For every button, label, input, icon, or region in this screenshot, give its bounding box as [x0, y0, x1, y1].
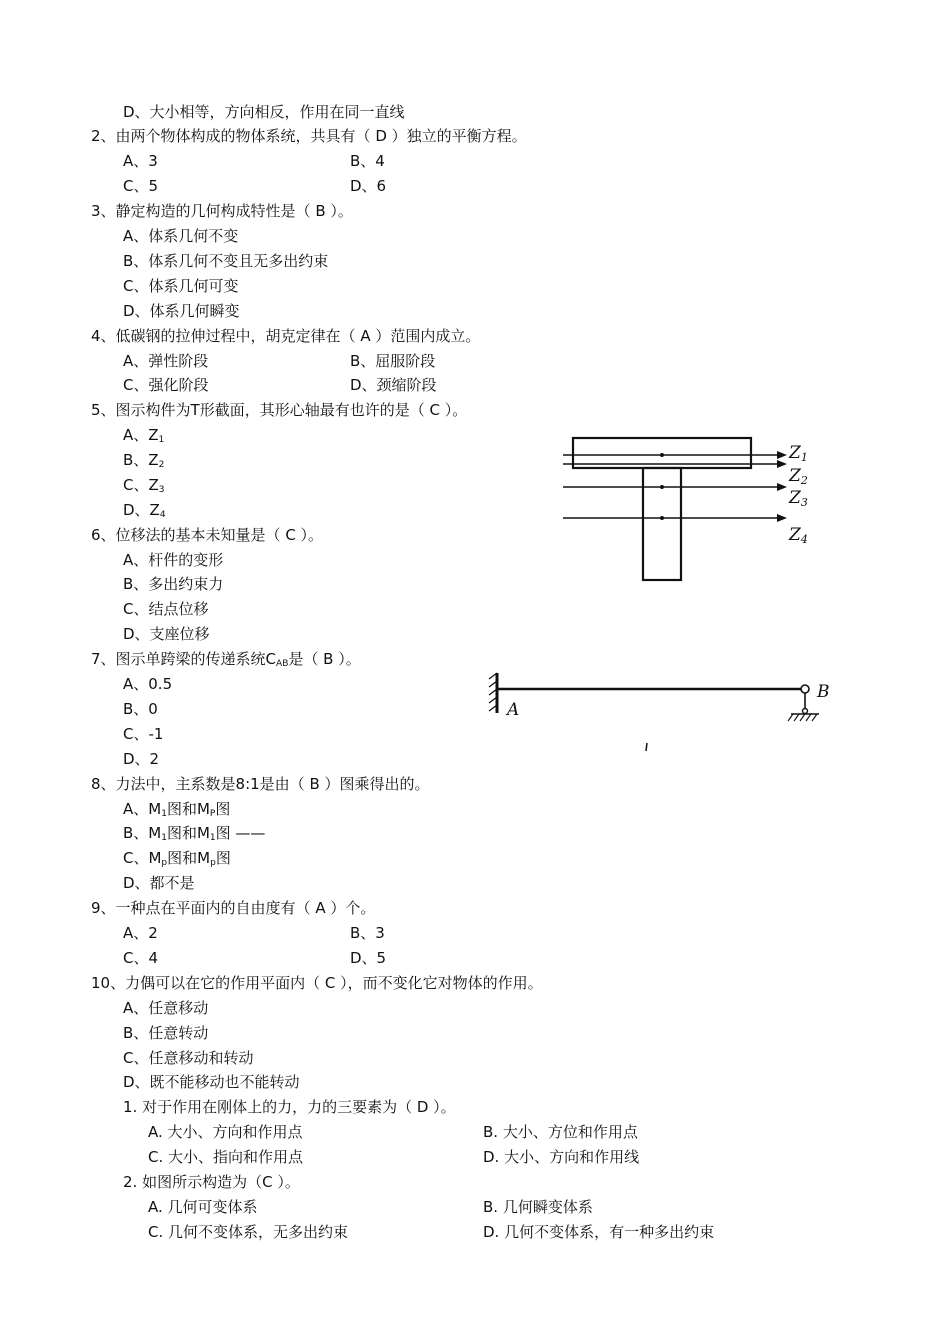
text-line — [123, 475, 164, 495]
option-column-2: B. 大小、方位和作用点 — [483, 1123, 638, 1141]
text-line — [123, 599, 208, 619]
line-text: C、体系几何可变 — [123, 277, 239, 295]
text-line — [123, 251, 328, 271]
line-text: 图和M — [166, 800, 210, 818]
option-column-2: B. 几何瞬变体系 — [483, 1198, 593, 1216]
subscript: 3 — [158, 485, 165, 495]
label-z4: Z4 — [789, 525, 808, 546]
subscript: 1 — [161, 809, 167, 819]
text-line — [123, 351, 436, 371]
text-line — [123, 848, 231, 868]
line-text: 6、位移法的基本未知量是（ C ）。 — [91, 526, 324, 544]
t-web — [643, 468, 681, 580]
line-text: C. 几何不变体系，无多出约束 — [148, 1223, 349, 1241]
text-line — [123, 574, 223, 594]
text-line — [123, 699, 158, 719]
subscript: 4 — [159, 510, 166, 520]
label-z1: Z1 — [789, 443, 808, 464]
text-line — [148, 1197, 593, 1217]
text-line — [123, 724, 163, 744]
text-line — [91, 525, 323, 545]
line-text: A、体系几何不变 — [123, 227, 239, 245]
line-text: B、M — [123, 824, 162, 842]
line-text: B、多出约束力 — [123, 575, 224, 593]
text-line — [123, 226, 238, 246]
line-text: 2、由两个物体构成的物体系统，共具有（ D ）独立的平衡方程。 — [91, 127, 527, 145]
line-text: D、大小相等，方向相反，作用在同一直线 — [123, 103, 405, 121]
text-line — [91, 201, 353, 221]
line-text: 7、图示单跨梁的传递系统C — [91, 650, 277, 668]
text-line — [123, 823, 265, 843]
text-line — [123, 674, 172, 694]
text-line — [123, 425, 164, 445]
text-line — [123, 375, 437, 395]
line-text: C、4 — [123, 949, 159, 967]
text-line — [123, 1072, 300, 1092]
text-line — [123, 500, 166, 520]
text-line — [123, 301, 240, 321]
line-text: 图 — [215, 800, 231, 818]
text-line — [91, 774, 430, 794]
text-line — [91, 973, 543, 993]
text-line — [123, 176, 387, 196]
option-column-2: D、颈缩阶段 — [350, 376, 437, 394]
text-line — [123, 102, 405, 122]
line-text: 8、力法中，主系数是8:1是由（ B ）图乘得出的。 — [91, 775, 430, 793]
line-text: C、结点位移 — [123, 600, 209, 618]
line-text: A、Z — [123, 426, 159, 444]
line-text: 9、一种点在平面内的自由度有（ A ）个。 — [91, 899, 376, 917]
line-text: C. 大小、指向和作用点 — [148, 1148, 304, 1166]
subscript: 1 — [158, 435, 165, 445]
text-line — [91, 126, 527, 146]
text-line — [123, 550, 223, 570]
text-line — [148, 1222, 715, 1242]
text-line — [123, 749, 159, 769]
text-line — [91, 649, 361, 669]
text-line — [123, 151, 385, 171]
line-text: B、体系几何不变且无多出约束 — [123, 252, 329, 270]
pin-support-b — [801, 685, 809, 693]
line-text: 是（ B ）。 — [288, 650, 361, 668]
line-text: 10、力偶可以在它的作用平面内（ C ），而不变化它对物体的作用。 — [91, 974, 543, 992]
line-text: A、0.5 — [123, 675, 173, 693]
line-text: A、杆件的变形 — [123, 551, 224, 569]
subscript: AB — [276, 659, 289, 669]
text-line — [123, 1048, 253, 1068]
line-text: C、强化阶段 — [123, 376, 209, 394]
line-text: 1. 对于作用在刚体上的力，力的三要素为（ D ）。 — [123, 1098, 456, 1116]
text-line — [123, 1023, 208, 1043]
line-text: A、3 — [123, 152, 158, 170]
beam-figure — [485, 665, 845, 760]
option-column-2: B、3 — [350, 924, 385, 942]
text-line — [123, 923, 385, 943]
line-text: D、体系几何瞬变 — [123, 302, 240, 320]
line-text: D、Z — [123, 501, 160, 519]
text-line — [123, 948, 387, 968]
label-a: A — [507, 700, 520, 720]
text-line — [91, 400, 467, 420]
text-line — [123, 799, 230, 819]
subscript: P — [209, 809, 216, 819]
subscript: p — [161, 858, 168, 868]
text-line — [123, 1172, 300, 1192]
line-text: C、Z — [123, 476, 159, 494]
line-text: A、M — [123, 800, 162, 818]
line-text: C、-1 — [123, 725, 164, 743]
line-text: A、任意移动 — [123, 999, 209, 1017]
text-line — [123, 276, 238, 296]
option-column-2: B、屈服阶段 — [350, 352, 436, 370]
option-column-2: D、5 — [350, 949, 387, 967]
text-line — [91, 898, 375, 918]
line-text: 图 — [215, 849, 231, 867]
line-text: B、任意转动 — [123, 1024, 209, 1042]
text-line — [123, 873, 195, 893]
option-column-2: D、6 — [350, 177, 387, 195]
line-text: 5、图示构件为T形截面，其形心轴最有也许的是（ C ）。 — [91, 401, 468, 419]
line-text: A. 几何可变体系 — [148, 1198, 258, 1216]
text-line — [148, 1122, 638, 1142]
line-text: D、都不是 — [123, 874, 195, 892]
line-text: D、支座位移 — [123, 625, 210, 643]
text-line — [123, 998, 208, 1018]
text-line — [123, 624, 210, 644]
subscript: p — [210, 858, 216, 868]
t-section-figure — [555, 428, 825, 593]
subscript: 1 — [161, 833, 167, 843]
text-line — [123, 1097, 456, 1117]
line-text: A. 大小、方向和作用点 — [148, 1123, 303, 1141]
subscript: 2 — [158, 460, 165, 470]
line-text: 图和M — [166, 824, 210, 842]
line-text: C、5 — [123, 177, 159, 195]
line-text: B、Z — [123, 451, 159, 469]
line-text: D、2 — [123, 750, 160, 768]
option-column-2: B、4 — [350, 152, 385, 170]
subscript: 1 — [209, 833, 216, 843]
line-text: B、0 — [123, 700, 158, 718]
line-text: C、M — [123, 849, 162, 867]
option-column-2: D. 几何不变体系，有一种多出约束 — [483, 1223, 715, 1241]
label-b: B — [817, 682, 830, 702]
line-text: 3、静定构造的几何构成特性是（ B ）。 — [91, 202, 353, 220]
line-text: A、2 — [123, 924, 158, 942]
line-text: 图 —— — [215, 824, 266, 842]
line-text: 图和M — [167, 849, 211, 867]
line-text: 2. 如图所示构造为（C ）。 — [123, 1173, 300, 1191]
text-line — [123, 450, 164, 470]
line-text: 4、低碳钢的拉伸过程中，胡克定律在（ A ）范围内成立。 — [91, 327, 481, 345]
label-z3: Z3 — [789, 488, 808, 509]
line-text: D、既不能移动也不能转动 — [123, 1073, 300, 1091]
line-text: C、任意移动和转动 — [123, 1049, 254, 1067]
option-column-2: D. 大小、方向和作用线 — [483, 1148, 640, 1166]
text-line — [148, 1147, 640, 1167]
label-z2: Z2 — [789, 466, 808, 487]
line-text: A、弹性阶段 — [123, 352, 209, 370]
text-line — [91, 326, 480, 346]
